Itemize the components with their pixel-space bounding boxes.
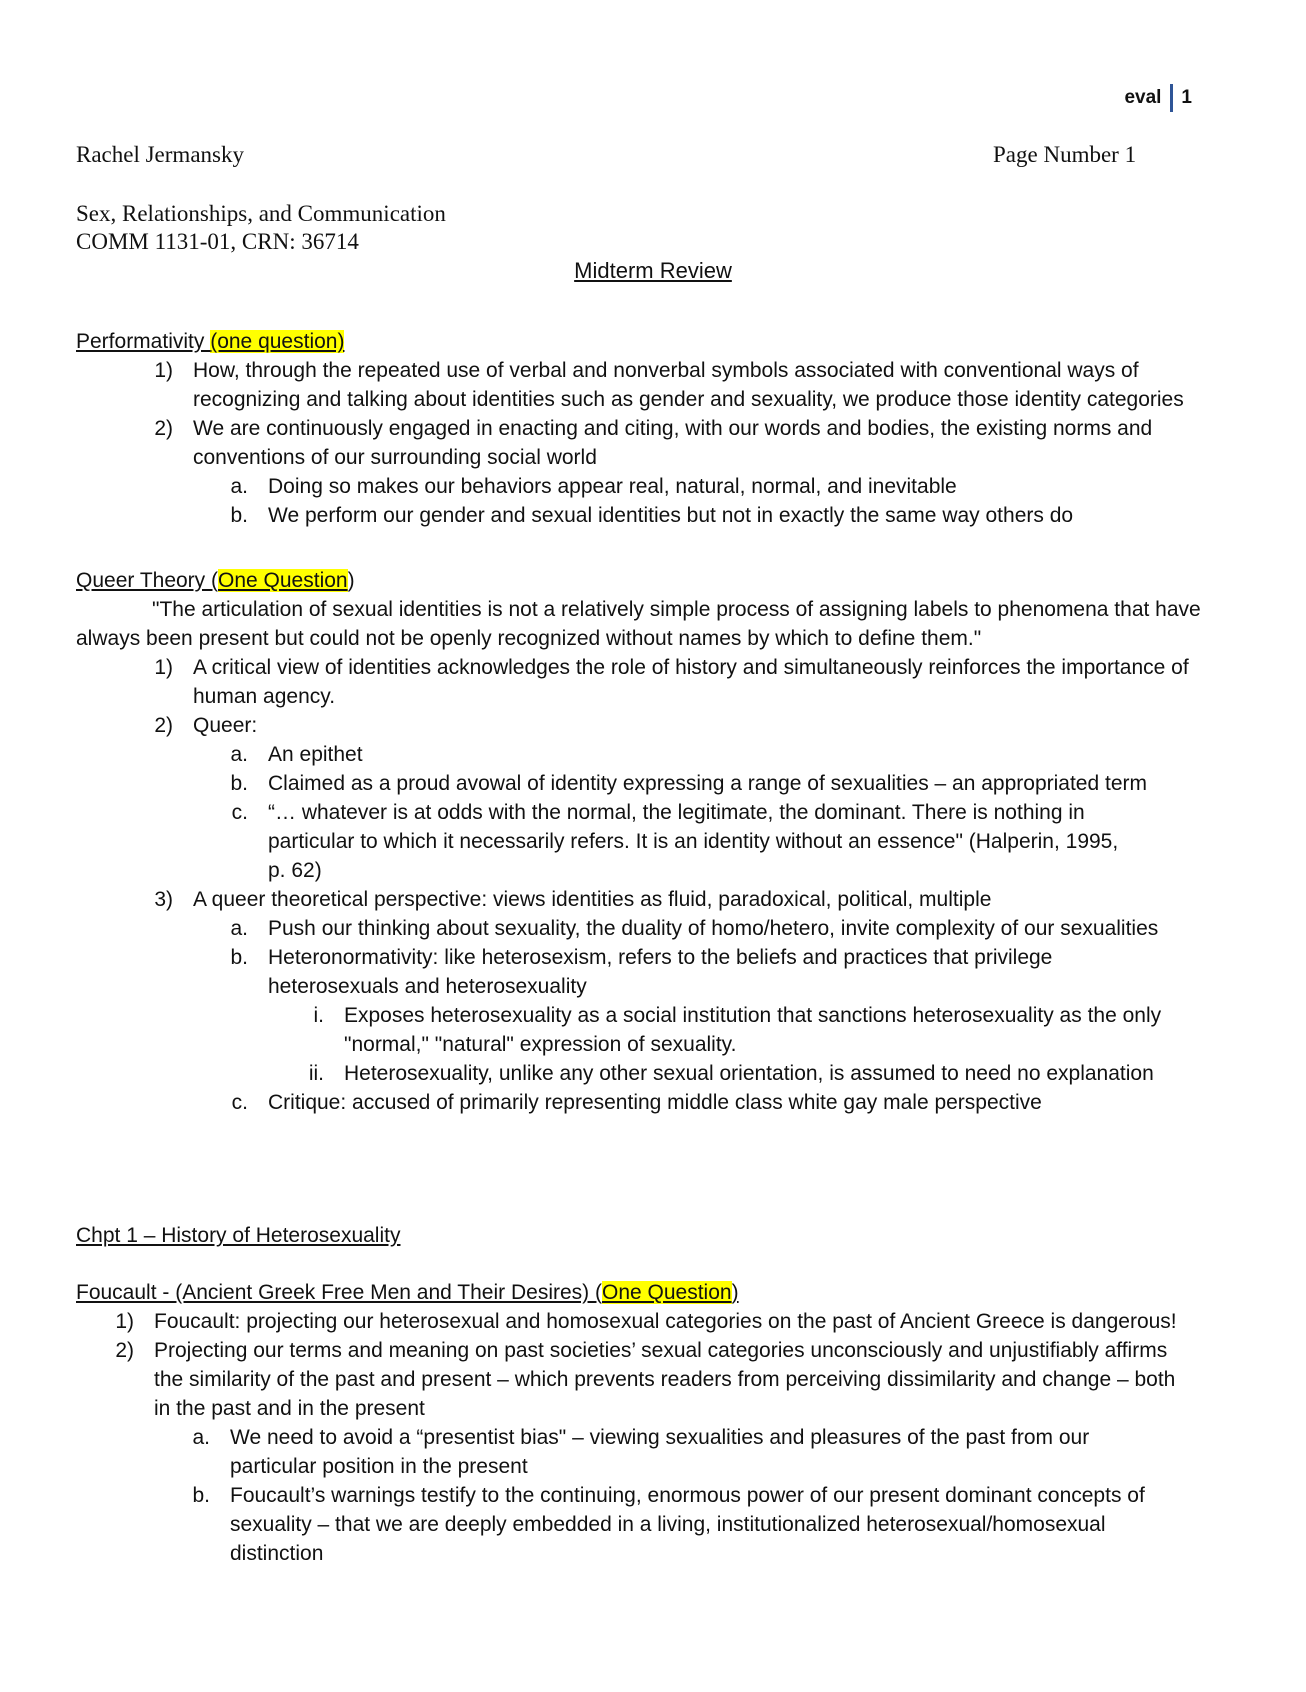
list-letter: a.	[192, 1426, 210, 1449]
list-subitem	[76, 472, 1230, 501]
list-letter: b.	[230, 504, 248, 527]
course-title: Sex, Relationships, and Communication	[76, 201, 446, 226]
section-queer-theory	[76, 566, 1230, 1117]
page-number-label: Page Number 1	[993, 142, 1137, 167]
header-page-number: 1	[1181, 87, 1192, 108]
list-number: 3)	[154, 888, 173, 911]
list-letter: c.	[231, 801, 248, 824]
section-heading	[76, 327, 1230, 356]
list-number: 1)	[154, 359, 173, 382]
header-divider	[1170, 84, 1173, 112]
list-text: “… whatever is at odds with the normal, the legitimate, the dominant. There is nothing in particular to which it necessarily refers. It is an identity without an essence" (Halperin, 1995, p. 62)	[268, 801, 1119, 882]
section-performativity	[76, 327, 1230, 530]
list-text: Push our thinking about sexuality, the duality of homo/hetero, invite complexity of our sexualities	[268, 917, 1159, 940]
list-item	[76, 885, 1230, 914]
list-subsubitem	[76, 1059, 1230, 1088]
list-text: An epithet	[268, 743, 363, 766]
list-text: Exposes heterosexuality as a social institution that sanctions heterosexuality as the only "normal," "natural" expression of sexuality.	[344, 1004, 1162, 1056]
course-code: COMM 1131-01, CRN: 36714	[76, 229, 359, 254]
list-item	[76, 1307, 1230, 1336]
list-subitem	[76, 1423, 1230, 1481]
author-name: Rachel Jermansky	[76, 142, 244, 167]
list-subitem	[76, 1088, 1230, 1117]
list-subitem	[76, 769, 1230, 798]
section-heading	[76, 1278, 1230, 1307]
heading-text: Queer Theory (	[76, 569, 219, 592]
question-tag: One Question	[601, 1281, 732, 1304]
list-text: Projecting our terms and meaning on past societies’ sexual categories unconsciously and unjustifiably affirms the similarity of the past and present – which prevents readers from perceiving dissimilarity and change – both in the past and in the present	[154, 1339, 1176, 1420]
list-subitem	[76, 1481, 1230, 1568]
question-tag: (one question)	[210, 330, 345, 353]
list-number: 2)	[115, 1339, 134, 1362]
list-letter: b.	[192, 1484, 210, 1507]
list-number: 1)	[154, 656, 173, 679]
list-text: We are continuously engaged in enacting and citing, with our words and bodies, the existing norms and conventions of our surrounding social world	[193, 417, 1153, 469]
list-text: A queer theoretical perspective: views identities as fluid, paradoxical, political, multiple	[193, 888, 992, 911]
list-item	[76, 414, 1230, 472]
list-text: Foucault: projecting our heterosexual and homosexual categories on the past of Ancient Greece is dangerous!	[154, 1310, 1177, 1333]
list-item	[76, 1336, 1230, 1423]
section-chapter-1	[76, 1221, 1230, 1250]
question-tag: One Question	[218, 569, 348, 592]
list-text: Heterosexuality, unlike any other sexual orientation, is assumed to need no explanation	[344, 1062, 1154, 1085]
list-number: 1)	[115, 1310, 134, 1333]
list-item	[76, 653, 1230, 711]
list-letter: c.	[231, 1091, 248, 1114]
list-subitem	[76, 740, 1230, 769]
heading-text: Performativity	[76, 330, 211, 353]
list-subsubitem	[76, 1001, 1230, 1059]
heading-text: Foucault - (Ancient Greek Free Men and Their Desires) (	[76, 1281, 602, 1304]
list-text: Heteronormativity: like heterosexism, refers to the beliefs and practices that privilege heterosexuals and heterosexuality	[268, 946, 1053, 998]
list-text: Doing so makes our behaviors appear real, natural, normal, and inevitable	[268, 475, 957, 498]
list-item	[76, 356, 1230, 414]
list-text: We perform our gender and sexual identities but not in exactly the same way others do	[268, 504, 1074, 527]
list-letter: b.	[230, 772, 248, 795]
list-item	[76, 711, 1230, 740]
quote-paragraph: "The articulation of sexual identities is not a relatively simple process of assigning labels to phenomena that have always been present but could not be openly recognized without names by which to define them."	[76, 598, 1201, 650]
list-letter: b.	[230, 946, 248, 969]
list-text: Claimed as a proud avowal of identity expressing a range of sexualities – an appropriated term	[268, 772, 1147, 795]
list-text: How, through the repeated use of verbal and nonverbal symbols associated with conventional ways of recognizing and talking about identities such as gender and sexuality, we produce those identity categories	[193, 359, 1184, 411]
list-letter: a.	[230, 743, 248, 766]
document-title: Midterm Review	[574, 258, 732, 283]
list-text: We need to avoid a “presentist bias" – viewing sexualities and pleasures of the past from our particular position in the present	[230, 1426, 1090, 1478]
page-header-right	[1124, 84, 1192, 112]
list-letter: a.	[230, 475, 248, 498]
list-number: 2)	[154, 417, 173, 440]
list-text: Foucault’s warnings testify to the continuing, enormous power of our present dominant concepts of sexuality – that we are deeply embedded in a living, institutionalized heterosexual/homosexual distinction	[230, 1484, 1145, 1565]
heading-close: )	[347, 569, 355, 592]
heading-close: )	[731, 1281, 739, 1304]
list-text: A critical view of identities acknowledges the role of history and simultaneously reinforces the importance of human agency.	[193, 656, 1189, 708]
list-roman: ii.	[308, 1062, 324, 1085]
list-subitem	[76, 501, 1230, 530]
chapter-heading: Chpt 1 – History of Heterosexuality	[76, 1224, 401, 1247]
header-eval-label: eval	[1124, 87, 1162, 108]
section-heading	[76, 566, 1230, 595]
list-subitem	[76, 798, 1230, 885]
list-roman: i.	[313, 1004, 324, 1027]
list-letter: a.	[230, 917, 248, 940]
list-text: Queer:	[193, 714, 258, 737]
list-number: 2)	[154, 714, 173, 737]
list-subitem	[76, 943, 1230, 1001]
section-foucault	[76, 1278, 1230, 1568]
list-subitem	[76, 914, 1230, 943]
list-text: Critique: accused of primarily representing middle class white gay male perspective	[268, 1091, 1042, 1114]
